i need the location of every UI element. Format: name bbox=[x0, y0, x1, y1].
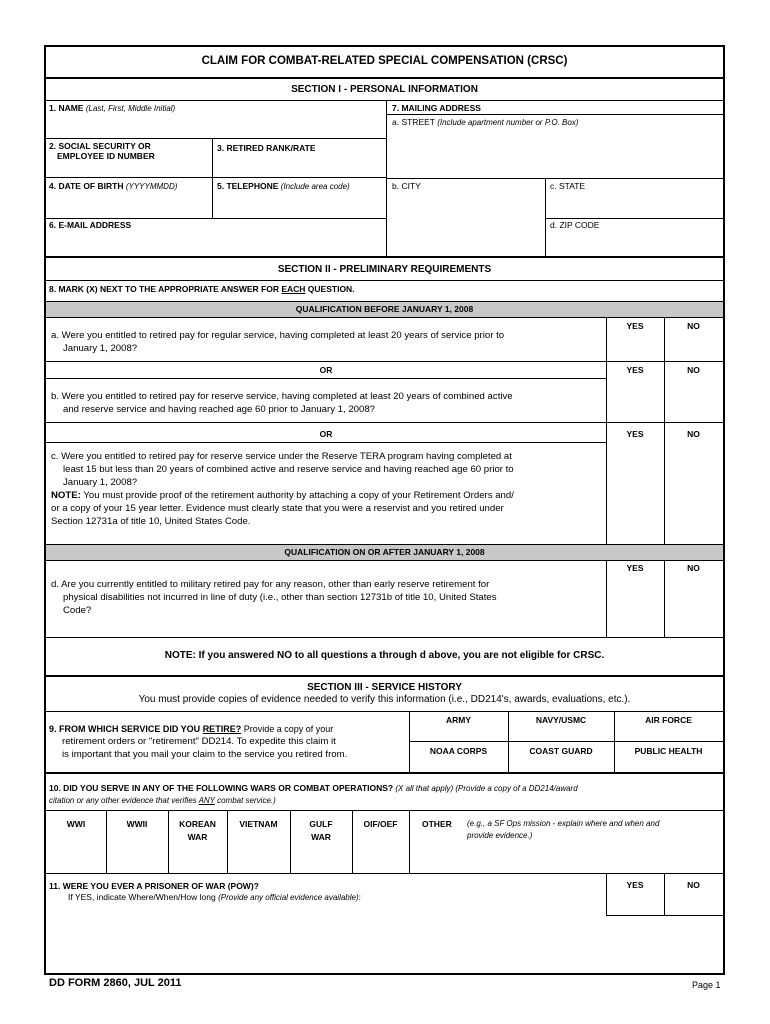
pow-no-checkbox[interactable] bbox=[665, 892, 723, 915]
note-c-line2: or a copy of your 15 year letter. Evidence must clearly state that you were a reservist and you retired under bbox=[51, 503, 504, 514]
city-label: b. CITY bbox=[392, 181, 421, 191]
qd-no-label: NO bbox=[687, 563, 700, 573]
qc-no-label: NO bbox=[687, 429, 700, 439]
zip-field[interactable] bbox=[546, 231, 723, 255]
section1-title: SECTION I - PERSONAL INFORMATION bbox=[291, 84, 478, 95]
q8-instruction: 8. MARK (X) NEXT TO THE APPROPRIATE ANSWER FOR EACH QUESTION. bbox=[49, 284, 355, 294]
qc-yes-checkbox[interactable] bbox=[607, 442, 664, 544]
state-field[interactable] bbox=[546, 192, 723, 218]
ssn-field[interactable] bbox=[46, 161, 212, 177]
war-korean-2: WAR bbox=[187, 832, 208, 842]
question-d-line2: physical disabilities not incurred in line of duty (i.e., other than section 12731b of title 10, United States bbox=[63, 592, 497, 603]
page-number: Page 1 bbox=[692, 980, 721, 990]
oif-oef-checkbox[interactable] bbox=[353, 844, 409, 873]
wwi-checkbox[interactable] bbox=[47, 844, 106, 873]
other-war-field[interactable] bbox=[410, 844, 723, 873]
email-field[interactable] bbox=[46, 231, 386, 255]
ssn-label-2: EMPLOYEE ID NUMBER bbox=[57, 151, 155, 161]
street-label: a. STREET (Include apartment number or P.O. Box) bbox=[392, 117, 579, 127]
service-coast-guard: COAST GUARD bbox=[529, 746, 593, 756]
war-oif-oef: OIF/OEF bbox=[363, 819, 398, 829]
or-divider-2: OR bbox=[319, 429, 333, 439]
name-label: 1. NAME (Last, First, Middle Initial) bbox=[49, 103, 176, 113]
service-air-force: AIR FORCE bbox=[645, 715, 692, 725]
service-army: ARMY bbox=[445, 715, 472, 725]
street-field[interactable] bbox=[387, 129, 723, 178]
wwii-checkbox[interactable] bbox=[107, 844, 168, 873]
name-field[interactable] bbox=[46, 111, 384, 138]
service-public-health: PUBLIC HEALTH bbox=[634, 746, 703, 756]
pow-yes-checkbox[interactable] bbox=[607, 892, 664, 915]
war-korean: KOREAN bbox=[179, 819, 216, 829]
question-c-line2: least 15 but less than 20 years of combined active and reserve service and having reached age 60 prior to bbox=[63, 464, 514, 475]
question-a-line1: a. Were you entitled to retired pay for regular service, having completed at least 20 years of service prior to bbox=[51, 330, 505, 341]
question-c-line1: c. Were you entitled to retired pay for reserve service under the Reserve TERA program having completed at bbox=[51, 451, 512, 462]
form-title: CLAIM FOR COMBAT-RELATED SPECIAL COMPENSATION (CRSC) bbox=[201, 55, 568, 67]
q9-line3: is important that you mail your claim to the service you retired from. bbox=[62, 749, 348, 760]
dob-label: 4. DATE OF BIRTH (YYYYMMDD) bbox=[49, 181, 178, 191]
q11-no-label: NO bbox=[687, 880, 700, 890]
zip-label: d. ZIP CODE bbox=[550, 220, 600, 230]
section3-title: SECTION III - SERVICE HISTORY bbox=[307, 682, 462, 693]
qa-no-label: NO bbox=[687, 321, 700, 331]
qa-yes-checkbox[interactable] bbox=[607, 331, 664, 361]
note-c-line1: NOTE: You must provide proof of the retirement authority by attaching a copy of your Retirement Orders and/ bbox=[51, 490, 514, 501]
ineligible-note: NOTE: If you answered NO to all questions a through d above, you are not eligible for CRSC. bbox=[164, 650, 605, 661]
q9-line1: 9. FROM WHICH SERVICE DID YOU RETIRE? Provide a copy of your bbox=[49, 724, 334, 734]
service-navy-usmc: NAVY/USMC bbox=[535, 715, 587, 725]
q11-label: 11. WERE YOU EVER A PRISONER OF WAR (POW)? bbox=[49, 881, 259, 891]
mailing-address-label: 7. MAILING ADDRESS bbox=[392, 103, 481, 113]
note-c-line3: Section 12731a of title 10, United States Code. bbox=[51, 516, 251, 527]
section3-subtitle: You must provide copies of evidence needed to verify this information (i.e., DD214's, awards, evaluations, etc.). bbox=[138, 694, 631, 705]
crsc-form bbox=[44, 45, 725, 975]
qb-yes-checkbox[interactable] bbox=[607, 378, 664, 422]
q9-line2: retirement orders or "retirement" DD214. To expedite this claim it bbox=[62, 736, 336, 747]
q11-sublabel: If YES, indicate Where/When/How long (Provide any official evidence available): bbox=[68, 892, 362, 902]
gulf-war-checkbox[interactable] bbox=[291, 844, 352, 873]
qa-no-checkbox[interactable] bbox=[665, 331, 723, 361]
qd-yes-checkbox[interactable] bbox=[607, 575, 664, 637]
question-d-line1: d. Are you currently entitled to military retired pay for any reason, other than early reserve retirement for bbox=[51, 579, 490, 590]
q11-yes-label: YES bbox=[626, 880, 644, 890]
state-label: c. STATE bbox=[550, 181, 586, 191]
qc-yes-label: YES bbox=[626, 429, 644, 439]
korean-war-checkbox[interactable] bbox=[169, 844, 227, 873]
form-id: DD FORM 2860, JUL 2011 bbox=[49, 977, 182, 989]
war-other: OTHER bbox=[422, 819, 452, 829]
public-health-checkbox[interactable] bbox=[615, 758, 723, 772]
vietnam-checkbox[interactable] bbox=[228, 844, 290, 873]
city-field[interactable] bbox=[387, 192, 545, 218]
question-c-line3: January 1, 2008? bbox=[63, 477, 138, 488]
war-other-hint: (e.g., a SF Ops mission - explain where and when and bbox=[467, 819, 660, 828]
war-gulf: GULF bbox=[309, 819, 333, 829]
phone-field[interactable] bbox=[213, 192, 386, 218]
qa-yes-label: YES bbox=[626, 321, 644, 331]
question-a-line2: January 1, 2008? bbox=[63, 343, 138, 354]
air-force-checkbox[interactable] bbox=[615, 727, 723, 741]
section2-title: SECTION II - PRELIMINARY REQUIREMENTS bbox=[277, 264, 492, 275]
phone-label: 5. TELEPHONE (Include area code) bbox=[217, 181, 350, 191]
coast-guard-checkbox[interactable] bbox=[509, 758, 614, 772]
question-d-line3: Code? bbox=[63, 605, 92, 616]
war-gulf-2: WAR bbox=[311, 832, 331, 842]
question-b-line1: b. Were you entitled to retired pay for reserve service, having completed at least 20 years of combined active bbox=[51, 391, 513, 402]
qb-yes-label: YES bbox=[626, 365, 644, 375]
rank-label: 3. RETIRED RANK/RATE bbox=[217, 143, 316, 153]
email-label: 6. E-MAIL ADDRESS bbox=[49, 220, 132, 230]
or-divider-1: OR bbox=[319, 365, 333, 375]
qb-no-label: NO bbox=[687, 365, 700, 375]
service-noaa-corps: NOAA CORPS bbox=[429, 746, 488, 756]
q10-line1: 10. DID YOU SERVE IN ANY OF THE FOLLOWING WARS OR COMBAT OPERATIONS? (X all that apply) (Provide a copy of a DD214/award bbox=[49, 783, 578, 793]
qd-yes-label: YES bbox=[626, 563, 644, 573]
war-other-hint-2: provide evidence.) bbox=[467, 831, 533, 840]
qb-no-checkbox[interactable] bbox=[665, 378, 723, 422]
qd-no-checkbox[interactable] bbox=[665, 575, 723, 637]
rank-field[interactable] bbox=[213, 155, 386, 177]
war-vietnam: VIETNAM bbox=[239, 819, 278, 829]
war-wwi: WWI bbox=[66, 819, 86, 829]
pow-details-field[interactable] bbox=[47, 905, 605, 973]
dob-field[interactable] bbox=[46, 192, 212, 218]
question-b-line2: and reserve service and having reached age 60 prior to January 1, 2008? bbox=[63, 404, 375, 415]
qualification-before-heading: QUALIFICATION BEFORE JANUARY 1, 2008 bbox=[295, 304, 474, 314]
qc-no-checkbox[interactable] bbox=[665, 442, 723, 544]
noaa-corps-checkbox[interactable] bbox=[410, 758, 508, 772]
ssn-label: 2. SOCIAL SECURITY OR bbox=[49, 141, 151, 151]
qualification-after-heading: QUALIFICATION ON OR AFTER JANUARY 1, 2008 bbox=[284, 547, 485, 557]
army-checkbox[interactable] bbox=[410, 727, 508, 741]
war-wwii: WWII bbox=[126, 819, 148, 829]
navy-usmc-checkbox[interactable] bbox=[509, 727, 614, 741]
q10-line2: citation or any other evidence that verifies ANY combat service.) bbox=[49, 796, 276, 805]
